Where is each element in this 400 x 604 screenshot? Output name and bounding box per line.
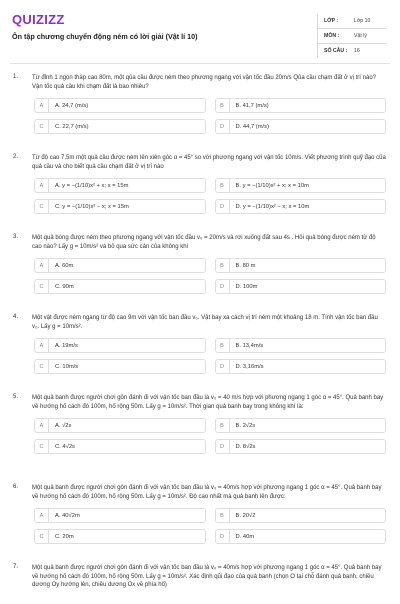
question-5 [10, 394, 386, 484]
option-text: B. 80 m [235, 262, 256, 269]
option-letter: B [216, 339, 230, 352]
option-letter: D [216, 360, 230, 373]
option-text: D. 3,16m/s [235, 363, 264, 370]
option-letter: B [216, 509, 230, 522]
meta-row-count [318, 44, 386, 58]
answer-option-d[interactable] [215, 439, 387, 454]
answer-options [34, 418, 386, 454]
answer-option-b[interactable] [215, 258, 387, 273]
question-number: 7. [13, 564, 19, 570]
answer-option-a[interactable] [34, 338, 206, 353]
meta-value: Vật lý [354, 33, 367, 39]
option-text: A. y = −(1/10)x² + x; x = 15m [55, 182, 129, 189]
question-text: Một quả banh được người chơi gôn đánh đi với vận tốc ban đầu là v₀ = 40 m/s hợp với phương ngang 1 góc α = 45°. Quả banh bay về hướng hố cách đó 100m, hố rộng 50m. Lấy g = 10m/s². Thời gian quả banh bay trong không khí là: [32, 395, 384, 410]
option-letter: A [35, 509, 49, 522]
option-text: D. y = −(1/10)x² − x; x = 10m [235, 203, 310, 210]
option-letter: A [35, 99, 49, 112]
option-text: A. 19m/s [55, 342, 78, 349]
question-number: 2. [13, 154, 19, 160]
question-number: 4. [13, 314, 19, 320]
option-text: B. 20√2 [235, 512, 256, 519]
answer-options [34, 178, 386, 214]
answer-option-c[interactable] [34, 359, 206, 374]
question-text: Một quả banh được người chơi gôn đánh đi với vận tốc ban đầu là v₀ = 40m/s hợp với phương ngang 1 góc α = 45°. Quả banh bay về hướng hố cách đó 100m, hố rộng 50m. Lấy g = 10m/s². Độ cao nhất mà quả banh lên được: [32, 485, 382, 500]
answer-option-c[interactable] [34, 439, 206, 454]
option-letter: A [35, 339, 49, 352]
option-text: D. 44,7 (m/s) [235, 123, 269, 130]
answer-option-b[interactable] [215, 338, 387, 353]
option-text: C. 90m [55, 283, 74, 290]
question-text: Từ độ cao 7,5m một quả cầu được ném lên xiên góc α = 45° so với phương ngang với vận tốc 10m/s. Viết phương trình quỹ đạo của quả cầu và cho biết quả cầu chạm đất ở vị trí nào [32, 155, 386, 170]
question-text: Một quả banh được người chơi gôn đánh đi với vận tốc ban đầu là v₀ = 40m/s hợp với phương ngang 1 góc α = 45°. Quả banh bay về hướng hố cách đó 100m, hố rộng 50m. Lấy g = 10m/s². Xác định qũi đạo của quả banh (chọn O tại chỗ đánh quả banh, chiều dương Oy hướng lên, chiều dương Ox về phía hố) [32, 565, 382, 588]
question-number: 5. [13, 394, 19, 400]
option-text: C. y = −(1/10)x² − x; x = 15m [55, 203, 129, 210]
question-1 [10, 74, 386, 154]
option-letter: A [35, 179, 49, 192]
answer-options [34, 508, 386, 544]
quizizz-logo: QUIZIZZ [12, 12, 65, 27]
option-letter: C [35, 200, 49, 213]
answer-option-d[interactable] [215, 529, 387, 544]
option-text: C. 10m/s [55, 363, 79, 370]
answer-option-b[interactable] [215, 178, 387, 193]
answer-option-c[interactable] [34, 279, 206, 294]
option-text: C. 4√2s [55, 443, 75, 450]
option-letter: B [216, 99, 230, 112]
meta-key: MÔN : [324, 33, 340, 39]
question-6 [10, 484, 386, 564]
answer-option-c[interactable] [34, 199, 206, 214]
answer-option-a[interactable] [34, 258, 206, 273]
meta-table [317, 14, 386, 58]
option-letter: C [35, 440, 49, 453]
answer-option-d[interactable] [215, 359, 387, 374]
answer-option-d[interactable] [215, 279, 387, 294]
header [10, 10, 390, 60]
option-text: C. 22,7 (m/s) [55, 123, 89, 130]
option-text: A. √2s [55, 422, 72, 429]
question-7 [10, 564, 386, 604]
answer-option-a[interactable] [34, 418, 206, 433]
question-3 [10, 234, 386, 314]
question-text: Một vật được ném ngang từ độ cao 9m với vận tốc ban đầu v₀. Vật bay xa cách vị trí ném một khoảng 18 m. Tính vận tốc ban đầu v₀. Lấy g = 10m/s². [32, 315, 378, 330]
option-text: B. 2√2s [235, 422, 256, 429]
option-text: A. 60m [55, 262, 74, 269]
answer-option-b[interactable] [215, 418, 387, 433]
meta-value: Lớp 10 [354, 18, 371, 24]
question-text: Từ đỉnh 1 ngọn tháp cao 80m, một qủa cầu được ném theo phương ngang với vận tốc đầu 20m/s Qủa cầu chạm đất ở vị trí nào? Vận tốc quả cầu khi chạm đất là bao nhiêu? [32, 75, 376, 90]
option-text: B. y = −(1/10)x² + x; x = 10m [235, 182, 309, 189]
question-number: 1. [13, 74, 19, 80]
answer-option-a[interactable] [34, 178, 206, 193]
meta-key: LỚP : [324, 18, 339, 24]
option-text: B. 13,4m/s [235, 342, 264, 349]
option-letter: D [216, 120, 230, 133]
option-letter: B [216, 259, 230, 272]
answer-options [34, 258, 386, 294]
answer-option-b[interactable] [215, 508, 387, 523]
option-text: D. 8√2s [235, 443, 256, 450]
option-letter: B [216, 419, 230, 432]
answer-option-d[interactable] [215, 199, 387, 214]
option-letter: D [216, 530, 230, 543]
question-4 [10, 314, 386, 394]
option-letter: A [35, 259, 49, 272]
answer-options [34, 98, 386, 134]
option-text: A. 40√2m [55, 512, 80, 519]
answer-option-c[interactable] [34, 119, 206, 134]
option-letter: B [216, 179, 230, 192]
question-text: Một quả bóng được ném theo phương ngang với vận tốc đầu v₀ = 20m/s và rơi xuống đất sau 4s . Hỏi quả bóng được ném từ độ cao nào? Lấy g = 10m/s² và bỏ qua sức cản của không khí [32, 235, 376, 250]
option-letter: C [35, 120, 49, 133]
option-letter: A [35, 419, 49, 432]
option-text: D. 40m [235, 533, 255, 540]
option-text: A. 24,7 (m/s) [55, 102, 89, 109]
option-text: C. 20m [55, 533, 74, 540]
answer-option-a[interactable] [34, 98, 206, 113]
meta-key: SỐ CÂU : [324, 48, 348, 54]
option-text: B. 41,7 (m/s) [235, 102, 269, 109]
header-divider [10, 63, 390, 64]
question-number: 6. [13, 484, 19, 490]
option-letter: D [216, 280, 230, 293]
question-number: 3. [13, 234, 19, 240]
meta-value: 16 [354, 48, 360, 54]
question-list [10, 74, 386, 604]
option-letter: C [35, 530, 49, 543]
answer-option-b[interactable] [215, 98, 387, 113]
option-letter: D [216, 440, 230, 453]
meta-row-subject [318, 29, 386, 44]
option-text: D. 100m [235, 283, 258, 290]
meta-row-class [318, 14, 386, 29]
option-letter: C [35, 280, 49, 293]
answer-option-a[interactable] [34, 508, 206, 523]
answer-options [34, 338, 386, 374]
question-2 [10, 154, 386, 234]
option-letter: C [35, 360, 49, 373]
page-title: Ôn tập chương chuyển động ném có lời giải (Vật lí 10) [12, 32, 198, 41]
option-letter: D [216, 200, 230, 213]
answer-option-c[interactable] [34, 529, 206, 544]
answer-option-d[interactable] [215, 119, 387, 134]
